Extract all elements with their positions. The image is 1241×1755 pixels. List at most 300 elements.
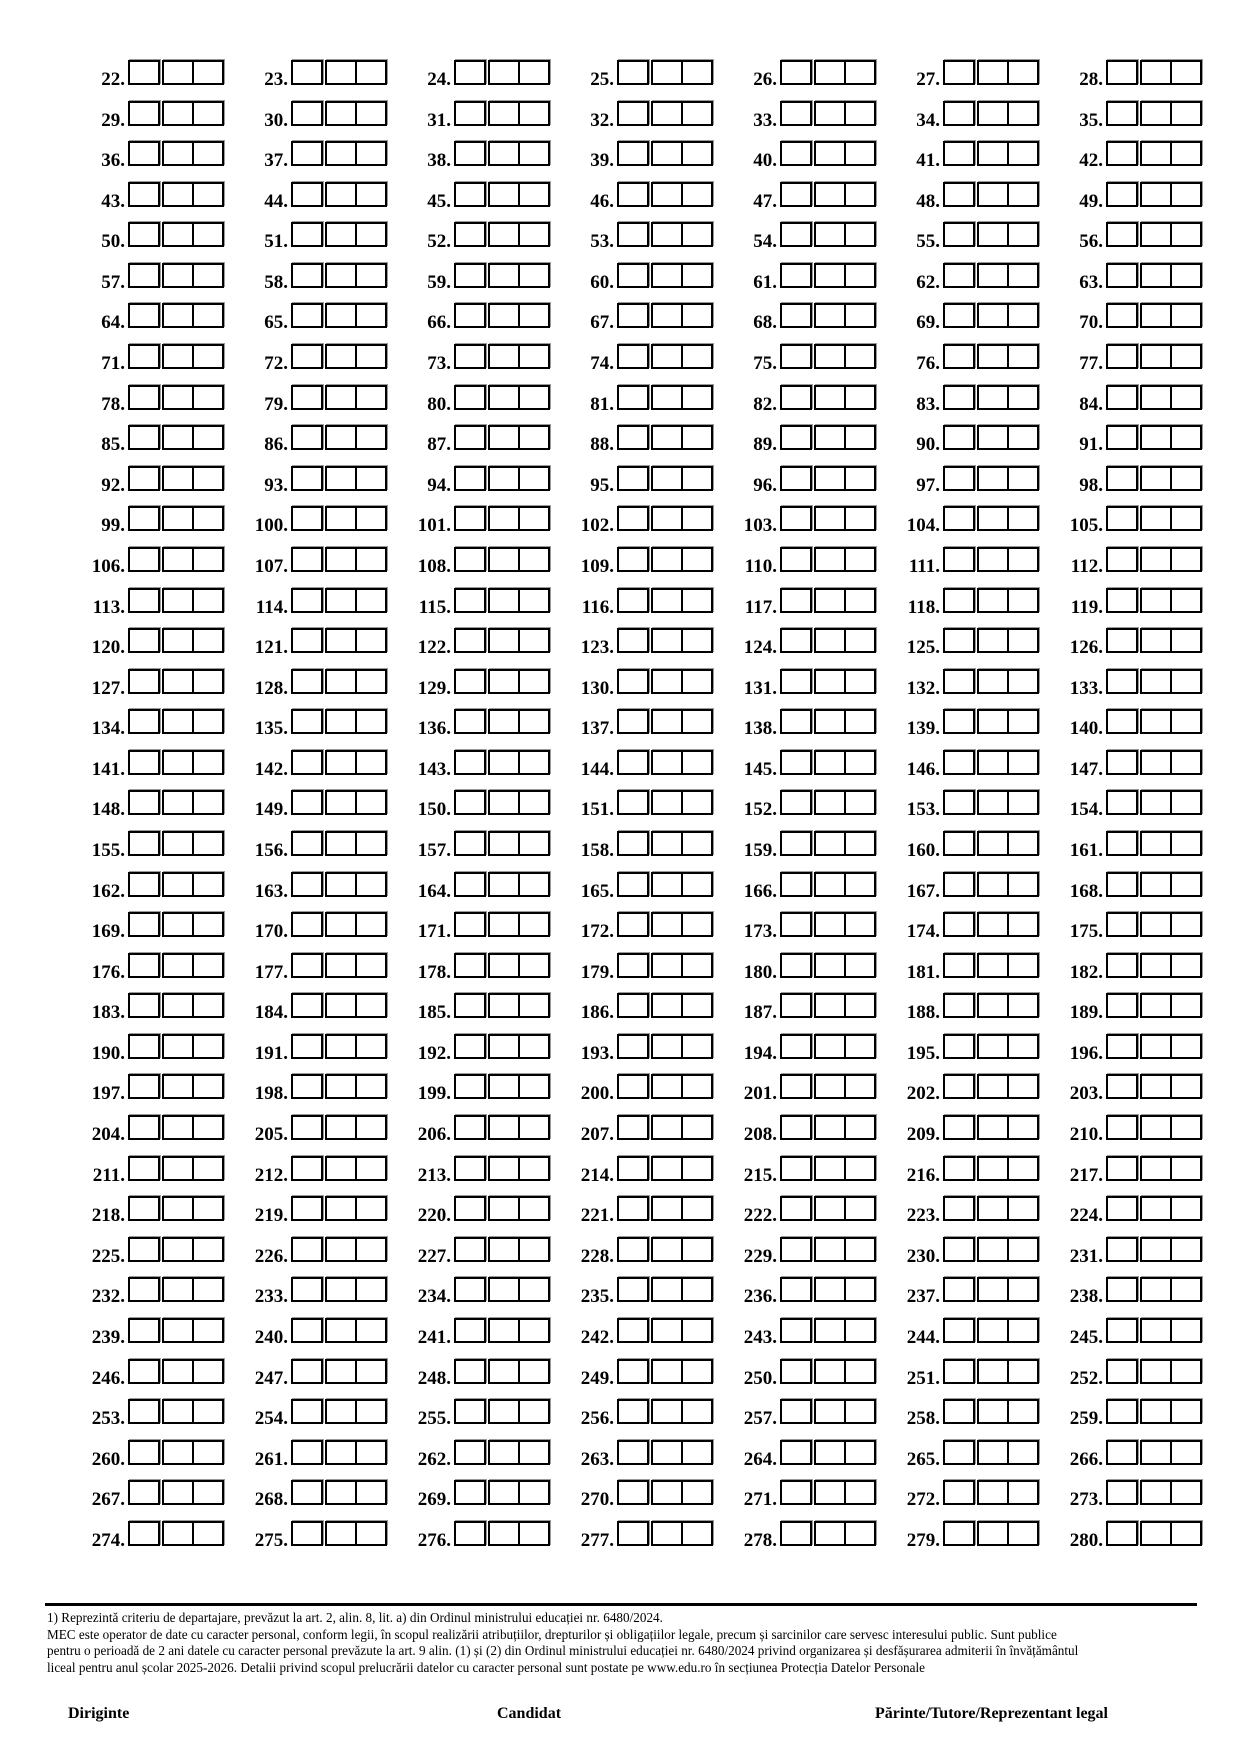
answer-box-1[interactable] xyxy=(128,425,160,450)
answer-box-1[interactable] xyxy=(780,344,812,369)
answer-box-3[interactable] xyxy=(844,506,876,531)
answer-box-1[interactable] xyxy=(780,790,812,815)
answer-box-2[interactable] xyxy=(1140,466,1172,491)
answer-box-1[interactable] xyxy=(128,547,160,572)
answer-box-1[interactable] xyxy=(454,1196,486,1221)
answer-box-2[interactable] xyxy=(162,466,194,491)
answer-box-1[interactable] xyxy=(617,1318,649,1343)
answer-box-3[interactable] xyxy=(1007,588,1039,613)
answer-box-3[interactable] xyxy=(1170,303,1202,328)
answer-box-3[interactable] xyxy=(844,1034,876,1059)
answer-box-2[interactable] xyxy=(814,709,846,734)
answer-box-2[interactable] xyxy=(814,182,846,207)
answer-box-2[interactable] xyxy=(488,993,520,1018)
answer-box-2[interactable] xyxy=(651,912,683,937)
answer-box-3[interactable] xyxy=(1007,141,1039,166)
answer-box-2[interactable] xyxy=(651,831,683,856)
answer-box-1[interactable] xyxy=(1106,912,1138,937)
answer-box-3[interactable] xyxy=(518,1318,550,1343)
answer-box-2[interactable] xyxy=(325,993,357,1018)
answer-box-1[interactable] xyxy=(128,588,160,613)
answer-box-3[interactable] xyxy=(518,1359,550,1384)
answer-box-3[interactable] xyxy=(1007,222,1039,247)
answer-box-2[interactable] xyxy=(977,101,1009,126)
answer-box-3[interactable] xyxy=(844,303,876,328)
answer-box-2[interactable] xyxy=(325,912,357,937)
answer-box-3[interactable] xyxy=(681,1196,713,1221)
answer-box-3[interactable] xyxy=(844,101,876,126)
answer-box-2[interactable] xyxy=(162,993,194,1018)
answer-box-1[interactable] xyxy=(780,831,812,856)
answer-box-2[interactable] xyxy=(651,669,683,694)
answer-box-3[interactable] xyxy=(844,628,876,653)
answer-box-1[interactable] xyxy=(943,466,975,491)
answer-box-3[interactable] xyxy=(355,993,387,1018)
answer-box-1[interactable] xyxy=(943,588,975,613)
answer-box-1[interactable] xyxy=(1106,1115,1138,1140)
answer-box-2[interactable] xyxy=(488,790,520,815)
answer-box-2[interactable] xyxy=(814,506,846,531)
answer-box-1[interactable] xyxy=(780,303,812,328)
answer-box-2[interactable] xyxy=(651,425,683,450)
answer-box-1[interactable] xyxy=(128,344,160,369)
answer-box-3[interactable] xyxy=(518,1480,550,1505)
answer-box-1[interactable] xyxy=(128,1521,160,1546)
answer-box-2[interactable] xyxy=(814,669,846,694)
answer-box-3[interactable] xyxy=(1170,101,1202,126)
answer-box-2[interactable] xyxy=(1140,1074,1172,1099)
answer-box-2[interactable] xyxy=(1140,750,1172,775)
answer-box-2[interactable] xyxy=(977,182,1009,207)
answer-box-3[interactable] xyxy=(355,141,387,166)
answer-box-1[interactable] xyxy=(1106,1196,1138,1221)
answer-box-2[interactable] xyxy=(651,709,683,734)
answer-box-1[interactable] xyxy=(780,466,812,491)
answer-box-1[interactable] xyxy=(291,1277,323,1302)
answer-box-2[interactable] xyxy=(651,790,683,815)
answer-box-1[interactable] xyxy=(1106,1480,1138,1505)
answer-box-3[interactable] xyxy=(355,222,387,247)
answer-box-3[interactable] xyxy=(1007,1359,1039,1384)
answer-box-1[interactable] xyxy=(1106,953,1138,978)
answer-box-2[interactable] xyxy=(162,1359,194,1384)
answer-box-3[interactable] xyxy=(844,1399,876,1424)
answer-box-1[interactable] xyxy=(291,912,323,937)
answer-box-2[interactable] xyxy=(977,669,1009,694)
answer-box-3[interactable] xyxy=(1007,1156,1039,1181)
answer-box-3[interactable] xyxy=(1170,790,1202,815)
answer-box-3[interactable] xyxy=(355,1521,387,1546)
answer-box-1[interactable] xyxy=(943,303,975,328)
answer-box-2[interactable] xyxy=(325,1318,357,1343)
answer-box-3[interactable] xyxy=(355,750,387,775)
answer-box-3[interactable] xyxy=(1170,669,1202,694)
answer-box-2[interactable] xyxy=(162,912,194,937)
answer-box-3[interactable] xyxy=(1007,831,1039,856)
answer-box-3[interactable] xyxy=(1007,101,1039,126)
answer-box-1[interactable] xyxy=(128,1034,160,1059)
answer-box-2[interactable] xyxy=(651,385,683,410)
answer-box-1[interactable] xyxy=(1106,993,1138,1018)
answer-box-3[interactable] xyxy=(1007,750,1039,775)
answer-box-1[interactable] xyxy=(617,1521,649,1546)
answer-box-2[interactable] xyxy=(488,588,520,613)
answer-box-1[interactable] xyxy=(291,425,323,450)
answer-box-1[interactable] xyxy=(291,222,323,247)
answer-box-3[interactable] xyxy=(681,1034,713,1059)
answer-box-2[interactable] xyxy=(162,628,194,653)
answer-box-2[interactable] xyxy=(1140,709,1172,734)
answer-box-1[interactable] xyxy=(943,1115,975,1140)
answer-box-1[interactable] xyxy=(943,425,975,450)
answer-box-3[interactable] xyxy=(681,101,713,126)
answer-box-2[interactable] xyxy=(1140,1399,1172,1424)
answer-box-2[interactable] xyxy=(325,1196,357,1221)
answer-box-2[interactable] xyxy=(651,953,683,978)
answer-box-1[interactable] xyxy=(454,750,486,775)
answer-box-2[interactable] xyxy=(814,1115,846,1140)
answer-box-1[interactable] xyxy=(454,1277,486,1302)
answer-box-2[interactable] xyxy=(1140,182,1172,207)
answer-box-1[interactable] xyxy=(943,993,975,1018)
answer-box-3[interactable] xyxy=(1007,790,1039,815)
answer-box-1[interactable] xyxy=(943,1237,975,1262)
answer-box-3[interactable] xyxy=(355,303,387,328)
answer-box-2[interactable] xyxy=(325,344,357,369)
answer-box-3[interactable] xyxy=(1007,953,1039,978)
answer-box-2[interactable] xyxy=(162,1440,194,1465)
answer-box-2[interactable] xyxy=(325,466,357,491)
answer-box-1[interactable] xyxy=(617,628,649,653)
answer-box-2[interactable] xyxy=(977,912,1009,937)
answer-box-3[interactable] xyxy=(518,263,550,288)
answer-box-2[interactable] xyxy=(325,263,357,288)
answer-box-1[interactable] xyxy=(1106,1521,1138,1546)
answer-box-2[interactable] xyxy=(651,141,683,166)
answer-box-1[interactable] xyxy=(943,628,975,653)
answer-box-1[interactable] xyxy=(291,953,323,978)
answer-box-2[interactable] xyxy=(488,1237,520,1262)
answer-box-2[interactable] xyxy=(488,141,520,166)
answer-box-1[interactable] xyxy=(128,222,160,247)
answer-box-3[interactable] xyxy=(192,1480,224,1505)
answer-box-2[interactable] xyxy=(162,182,194,207)
answer-box-2[interactable] xyxy=(1140,547,1172,572)
answer-box-2[interactable] xyxy=(977,1440,1009,1465)
answer-box-3[interactable] xyxy=(355,1399,387,1424)
answer-box-3[interactable] xyxy=(681,1521,713,1546)
answer-box-3[interactable] xyxy=(1170,1196,1202,1221)
answer-box-1[interactable] xyxy=(1106,263,1138,288)
answer-box-1[interactable] xyxy=(1106,425,1138,450)
answer-box-3[interactable] xyxy=(355,60,387,85)
answer-box-3[interactable] xyxy=(355,1237,387,1262)
answer-box-3[interactable] xyxy=(681,790,713,815)
answer-box-2[interactable] xyxy=(325,506,357,531)
answer-box-3[interactable] xyxy=(1007,425,1039,450)
answer-box-3[interactable] xyxy=(355,1359,387,1384)
answer-box-2[interactable] xyxy=(651,1440,683,1465)
answer-box-1[interactable] xyxy=(780,1318,812,1343)
answer-box-1[interactable] xyxy=(780,1196,812,1221)
answer-box-3[interactable] xyxy=(1007,1399,1039,1424)
answer-box-3[interactable] xyxy=(681,425,713,450)
answer-box-2[interactable] xyxy=(162,547,194,572)
answer-box-1[interactable] xyxy=(780,628,812,653)
answer-box-2[interactable] xyxy=(1140,385,1172,410)
answer-box-2[interactable] xyxy=(488,1440,520,1465)
answer-box-1[interactable] xyxy=(617,506,649,531)
answer-box-1[interactable] xyxy=(780,60,812,85)
answer-box-3[interactable] xyxy=(192,588,224,613)
answer-box-1[interactable] xyxy=(1106,60,1138,85)
answer-box-3[interactable] xyxy=(1007,1115,1039,1140)
answer-box-3[interactable] xyxy=(192,506,224,531)
answer-box-2[interactable] xyxy=(977,60,1009,85)
answer-box-3[interactable] xyxy=(1170,912,1202,937)
answer-box-3[interactable] xyxy=(681,1277,713,1302)
answer-box-2[interactable] xyxy=(488,1034,520,1059)
answer-box-3[interactable] xyxy=(1007,709,1039,734)
answer-box-2[interactable] xyxy=(325,872,357,897)
answer-box-2[interactable] xyxy=(814,1156,846,1181)
answer-box-3[interactable] xyxy=(518,425,550,450)
answer-box-3[interactable] xyxy=(518,344,550,369)
answer-box-3[interactable] xyxy=(518,1115,550,1140)
answer-box-1[interactable] xyxy=(1106,1318,1138,1343)
answer-box-1[interactable] xyxy=(291,141,323,166)
answer-box-2[interactable] xyxy=(1140,1115,1172,1140)
answer-box-2[interactable] xyxy=(814,750,846,775)
answer-box-2[interactable] xyxy=(977,547,1009,572)
answer-box-3[interactable] xyxy=(355,831,387,856)
answer-box-2[interactable] xyxy=(325,1034,357,1059)
answer-box-2[interactable] xyxy=(814,872,846,897)
answer-box-2[interactable] xyxy=(488,1318,520,1343)
answer-box-3[interactable] xyxy=(518,1440,550,1465)
answer-box-2[interactable] xyxy=(488,1277,520,1302)
answer-box-3[interactable] xyxy=(681,1399,713,1424)
answer-box-1[interactable] xyxy=(291,1318,323,1343)
answer-box-3[interactable] xyxy=(844,222,876,247)
answer-box-3[interactable] xyxy=(844,182,876,207)
answer-box-2[interactable] xyxy=(1140,1521,1172,1546)
answer-box-2[interactable] xyxy=(1140,1359,1172,1384)
answer-box-2[interactable] xyxy=(814,60,846,85)
answer-box-1[interactable] xyxy=(617,669,649,694)
answer-box-2[interactable] xyxy=(814,385,846,410)
answer-box-3[interactable] xyxy=(681,303,713,328)
answer-box-1[interactable] xyxy=(128,1074,160,1099)
answer-box-1[interactable] xyxy=(454,425,486,450)
answer-box-2[interactable] xyxy=(488,547,520,572)
answer-box-3[interactable] xyxy=(192,1156,224,1181)
answer-box-3[interactable] xyxy=(1007,1237,1039,1262)
answer-box-2[interactable] xyxy=(651,60,683,85)
answer-box-1[interactable] xyxy=(1106,709,1138,734)
answer-box-3[interactable] xyxy=(355,1034,387,1059)
answer-box-2[interactable] xyxy=(814,831,846,856)
answer-box-1[interactable] xyxy=(617,1440,649,1465)
answer-box-1[interactable] xyxy=(617,344,649,369)
answer-box-1[interactable] xyxy=(780,182,812,207)
answer-box-2[interactable] xyxy=(325,588,357,613)
answer-box-2[interactable] xyxy=(488,101,520,126)
answer-box-3[interactable] xyxy=(681,872,713,897)
answer-box-2[interactable] xyxy=(1140,831,1172,856)
answer-box-1[interactable] xyxy=(454,993,486,1018)
answer-box-1[interactable] xyxy=(291,1521,323,1546)
answer-box-3[interactable] xyxy=(844,993,876,1018)
answer-box-2[interactable] xyxy=(651,588,683,613)
answer-box-3[interactable] xyxy=(1170,1074,1202,1099)
answer-box-1[interactable] xyxy=(617,1074,649,1099)
answer-box-3[interactable] xyxy=(192,60,224,85)
answer-box-2[interactable] xyxy=(162,1034,194,1059)
answer-box-3[interactable] xyxy=(1170,588,1202,613)
answer-box-2[interactable] xyxy=(814,141,846,166)
answer-box-1[interactable] xyxy=(454,141,486,166)
answer-box-1[interactable] xyxy=(454,466,486,491)
answer-box-1[interactable] xyxy=(291,547,323,572)
answer-box-1[interactable] xyxy=(617,222,649,247)
answer-box-2[interactable] xyxy=(162,425,194,450)
answer-box-2[interactable] xyxy=(488,263,520,288)
answer-box-2[interactable] xyxy=(651,1237,683,1262)
answer-box-3[interactable] xyxy=(192,669,224,694)
answer-box-3[interactable] xyxy=(844,547,876,572)
answer-box-1[interactable] xyxy=(780,669,812,694)
answer-box-3[interactable] xyxy=(518,101,550,126)
answer-box-1[interactable] xyxy=(291,466,323,491)
answer-box-1[interactable] xyxy=(617,385,649,410)
answer-box-1[interactable] xyxy=(617,1115,649,1140)
answer-box-1[interactable] xyxy=(454,628,486,653)
answer-box-3[interactable] xyxy=(518,669,550,694)
answer-box-2[interactable] xyxy=(1140,790,1172,815)
answer-box-1[interactable] xyxy=(291,750,323,775)
answer-box-3[interactable] xyxy=(518,1156,550,1181)
answer-box-2[interactable] xyxy=(162,263,194,288)
answer-box-3[interactable] xyxy=(192,750,224,775)
answer-box-1[interactable] xyxy=(291,709,323,734)
answer-box-1[interactable] xyxy=(617,60,649,85)
answer-box-2[interactable] xyxy=(1140,263,1172,288)
answer-box-2[interactable] xyxy=(1140,1440,1172,1465)
answer-box-3[interactable] xyxy=(844,1440,876,1465)
answer-box-3[interactable] xyxy=(518,60,550,85)
answer-box-1[interactable] xyxy=(454,385,486,410)
answer-box-3[interactable] xyxy=(1170,263,1202,288)
answer-box-1[interactable] xyxy=(1106,628,1138,653)
answer-box-1[interactable] xyxy=(291,628,323,653)
answer-box-3[interactable] xyxy=(681,1237,713,1262)
answer-box-2[interactable] xyxy=(162,872,194,897)
answer-box-1[interactable] xyxy=(617,831,649,856)
answer-box-3[interactable] xyxy=(192,709,224,734)
answer-box-2[interactable] xyxy=(325,750,357,775)
answer-box-1[interactable] xyxy=(291,385,323,410)
answer-box-1[interactable] xyxy=(943,1034,975,1059)
answer-box-2[interactable] xyxy=(488,1480,520,1505)
answer-box-1[interactable] xyxy=(943,790,975,815)
answer-box-2[interactable] xyxy=(1140,628,1172,653)
answer-box-3[interactable] xyxy=(1007,1277,1039,1302)
answer-box-2[interactable] xyxy=(814,263,846,288)
answer-box-1[interactable] xyxy=(780,993,812,1018)
answer-box-1[interactable] xyxy=(128,953,160,978)
answer-box-1[interactable] xyxy=(617,425,649,450)
answer-box-3[interactable] xyxy=(1170,60,1202,85)
answer-box-1[interactable] xyxy=(943,1440,975,1465)
answer-box-3[interactable] xyxy=(518,790,550,815)
answer-box-2[interactable] xyxy=(977,831,1009,856)
answer-box-2[interactable] xyxy=(325,831,357,856)
answer-box-3[interactable] xyxy=(1007,466,1039,491)
answer-box-2[interactable] xyxy=(162,588,194,613)
answer-box-1[interactable] xyxy=(780,1115,812,1140)
answer-box-1[interactable] xyxy=(454,1359,486,1384)
answer-box-2[interactable] xyxy=(814,1480,846,1505)
answer-box-2[interactable] xyxy=(488,385,520,410)
answer-box-1[interactable] xyxy=(943,831,975,856)
answer-box-3[interactable] xyxy=(681,750,713,775)
answer-box-2[interactable] xyxy=(325,628,357,653)
answer-box-3[interactable] xyxy=(1007,669,1039,694)
answer-box-3[interactable] xyxy=(518,993,550,1018)
answer-box-2[interactable] xyxy=(814,912,846,937)
answer-box-2[interactable] xyxy=(488,750,520,775)
answer-box-1[interactable] xyxy=(780,141,812,166)
answer-box-2[interactable] xyxy=(977,1359,1009,1384)
answer-box-3[interactable] xyxy=(192,1399,224,1424)
answer-box-2[interactable] xyxy=(325,1277,357,1302)
answer-box-3[interactable] xyxy=(355,1318,387,1343)
answer-box-2[interactable] xyxy=(162,831,194,856)
answer-box-3[interactable] xyxy=(192,222,224,247)
answer-box-1[interactable] xyxy=(943,709,975,734)
answer-box-2[interactable] xyxy=(1140,993,1172,1018)
answer-box-1[interactable] xyxy=(454,1115,486,1140)
answer-box-2[interactable] xyxy=(1140,669,1172,694)
answer-box-3[interactable] xyxy=(192,628,224,653)
answer-box-3[interactable] xyxy=(844,385,876,410)
answer-box-2[interactable] xyxy=(162,1521,194,1546)
answer-box-3[interactable] xyxy=(518,385,550,410)
answer-box-1[interactable] xyxy=(617,466,649,491)
answer-box-1[interactable] xyxy=(291,101,323,126)
answer-box-2[interactable] xyxy=(325,60,357,85)
answer-box-3[interactable] xyxy=(1170,750,1202,775)
answer-box-2[interactable] xyxy=(325,101,357,126)
answer-box-1[interactable] xyxy=(943,141,975,166)
answer-box-1[interactable] xyxy=(454,709,486,734)
answer-box-3[interactable] xyxy=(844,790,876,815)
answer-box-2[interactable] xyxy=(162,60,194,85)
answer-box-2[interactable] xyxy=(162,1156,194,1181)
answer-box-1[interactable] xyxy=(291,1196,323,1221)
answer-box-1[interactable] xyxy=(454,547,486,572)
answer-box-3[interactable] xyxy=(192,953,224,978)
answer-box-1[interactable] xyxy=(943,1074,975,1099)
answer-box-1[interactable] xyxy=(1106,790,1138,815)
answer-box-1[interactable] xyxy=(454,1399,486,1424)
answer-box-2[interactable] xyxy=(325,1156,357,1181)
answer-box-3[interactable] xyxy=(355,1156,387,1181)
answer-box-3[interactable] xyxy=(681,1074,713,1099)
answer-box-2[interactable] xyxy=(651,1074,683,1099)
answer-box-2[interactable] xyxy=(488,425,520,450)
